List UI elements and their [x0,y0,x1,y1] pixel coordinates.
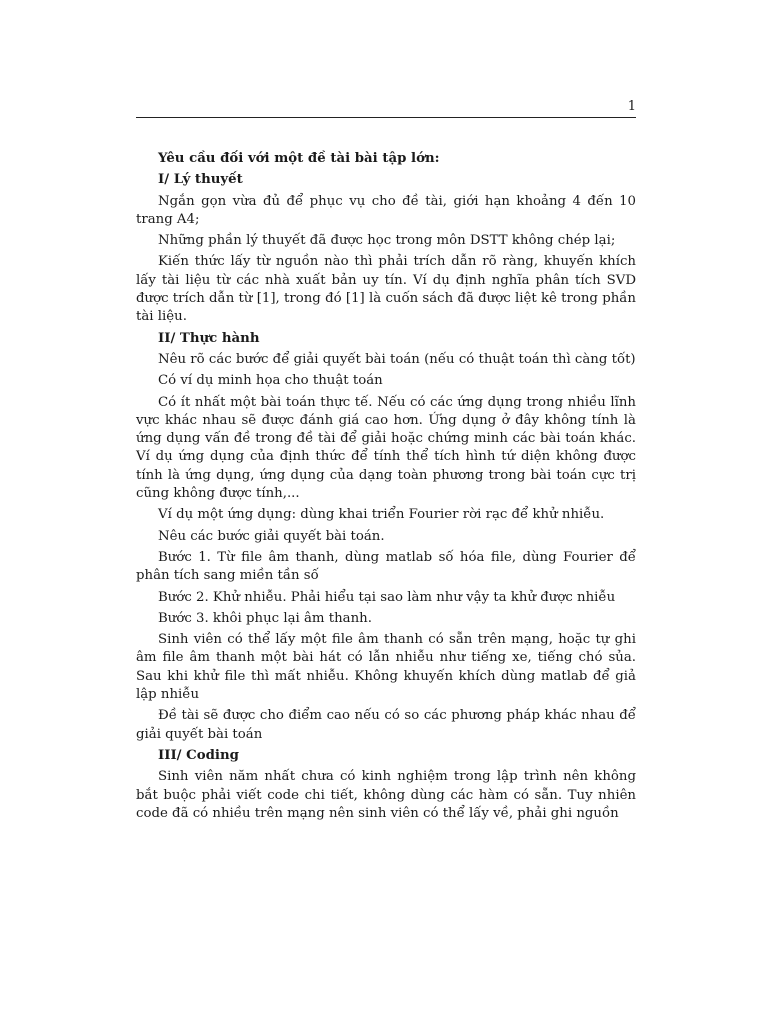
paragraph: Kiến thức lấy từ nguồn nào thì phải trích dẫn rõ ràng, khuyến khích lấy tài liệu từ các nhà xuất bản uy tín. Ví dụ định nghĩa phân tích SVD được trích dẫn từ [1], trong đó [1] là cuốn sách đã được liệt kê trong phần tài liệu. [136,254,636,325]
section-heading-practice: II/ Thực hành [158,330,260,346]
paragraph: Có ví dụ minh họa cho thuật toán [158,373,383,389]
paragraph: Sinh viên có thể lấy một file âm thanh có sẵn trên mạng, hoặc tự ghi âm file âm thanh một bài hát có lẫn nhiễu như tiếng xe, tiếng chó sủa. Sau khi khử file thì mất nhiễu. Không khuyến khích dùng matlab để giả lập nhiễu [136,632,636,703]
document-body [136,150,636,826]
paragraph: Sinh viên năm nhất chưa có kinh nghiệm trong lập trình nên không bắt buộc phải viết code chi tiết, không dùng các hàm có sẵn. Tuy nhiên code đã có nhiều trên mạng nên sinh viên có thể lấy về, phải ghi nguồn [136,769,636,821]
paragraph: Có ít nhất một bài toán thực tế. Nếu có các ứng dụng trong nhiều lĩnh vực khác nhau sẽ được đánh giá cao hơn. Ứng dụng ở đây không tính là ứng dụng vấn đề trong đề tài để giải hoặc chứng minh các bài toán khác. Ví dụ ứng dụng của định thức để tính thể tích hình tứ diện không được tính là ứng dụng, ứng dụng của dạng toàn phương trong bài toán cực trị cũng không được tính,... [136,394,636,502]
paragraph: Những phần lý thuyết đã được học trong môn DSTT không chép lại; [158,233,616,249]
paragraph: Bước 2. Khử nhiễu. Phải hiểu tại sao làm như vậy ta khử được nhiễu [158,589,616,605]
paragraph: Nêu các bước giải quyết bài toán. [158,528,385,544]
paragraph: Đề tài sẽ được cho điểm cao nếu có so các phương pháp khác nhau để giải quyết bài toán [136,708,636,742]
paragraph: Nêu rõ các bước để giải quyết bài toán (nếu có thuật toán thì càng tốt) [158,351,636,367]
section-heading-theory: I/ Lý thuyết [158,172,243,188]
section-heading-coding: III/ Coding [158,747,239,763]
paragraph: Ngắn gọn vừa đủ để phục vụ cho đề tài, giới hạn khoảng 4 đến 10 trang A4; [136,193,636,227]
page-number: 1 [627,99,636,114]
document-title: Yêu cầu đối với một đề tài bài tập lớn: [158,151,440,166]
paragraph: Bước 1. Từ file âm thanh, dùng matlab số hóa file, dùng Fourier để phân tích sang miền tần số [136,549,636,584]
header-rule [136,117,636,118]
paragraph: Bước 3. khôi phục lại âm thanh. [158,610,372,626]
paragraph: Ví dụ một ứng dụng: dùng khai triển Fourier rời rạc để khử nhiễu. [158,507,605,523]
